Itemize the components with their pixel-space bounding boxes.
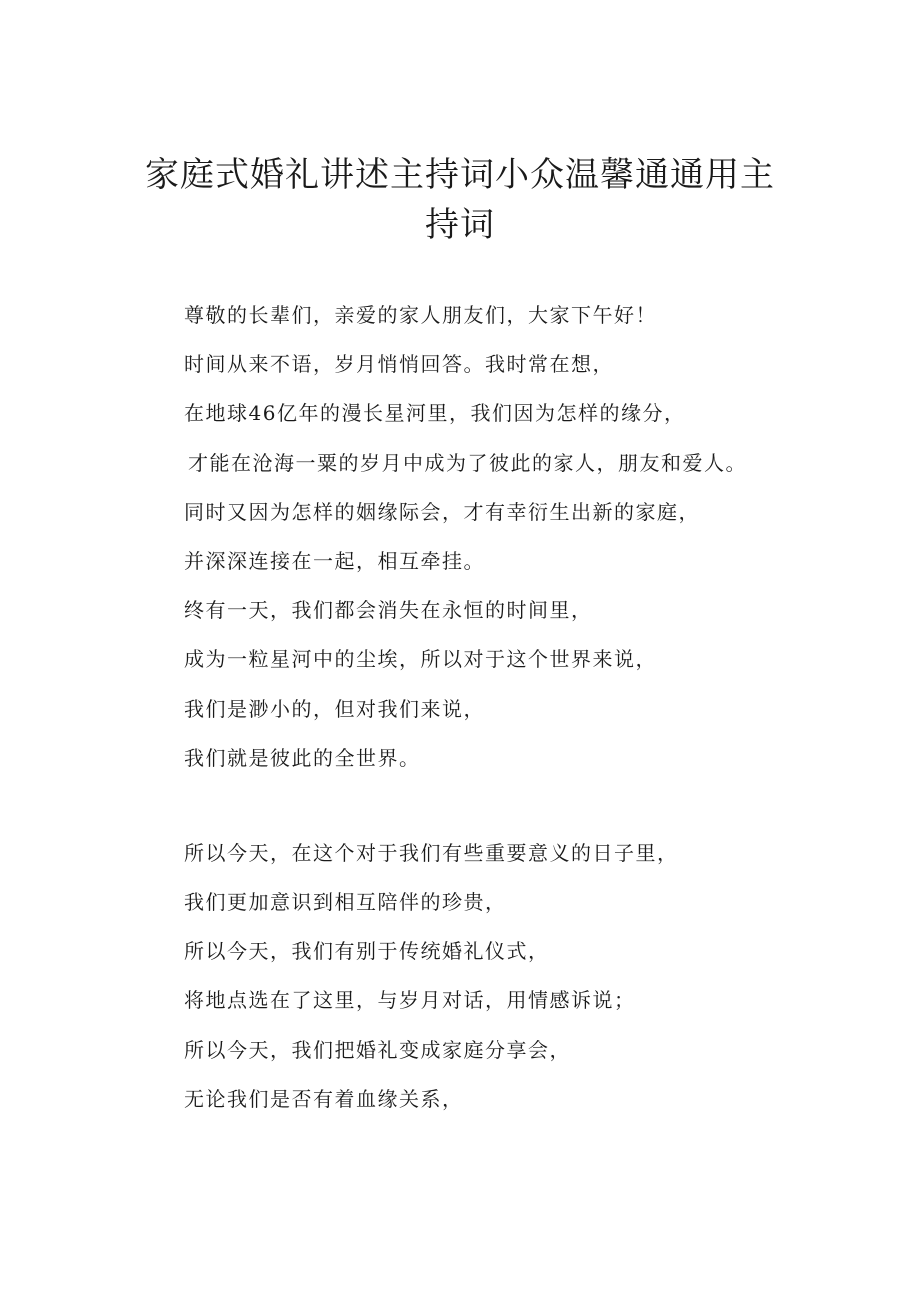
title-line-2: 持词 — [425, 205, 495, 245]
text-line: 所以今天，在这个对于我们有些重要意义的日子里， — [184, 840, 679, 865]
text-line: 所以今天，我们把婚礼变成家庭分享会， — [184, 1037, 571, 1062]
document-body — [184, 291, 824, 1124]
text-line: 在地球46亿年的漫长星河里，我们因为怎样的缘分， — [184, 401, 686, 426]
text-line: 我们就是彼此的全世界。 — [184, 745, 421, 770]
text-line: 终有一天，我们都会消失在永恒的时间里， — [184, 598, 593, 623]
text-line: 将地点选在了这里，与岁月对话，用情感诉说； — [184, 988, 636, 1013]
text-line: 并深深连接在一起，相互牵挂。 — [184, 548, 485, 573]
text-line: 同时又因为怎样的姻缘际会，才有幸衍生出新的家庭， — [184, 499, 700, 524]
title-line-1: 家庭式婚礼讲述主持词小众温馨通通用主 — [145, 155, 775, 195]
text-line: 才能在沧海一粟的岁月中成为了彼此的家人，朋友和爱人。 — [188, 450, 747, 475]
text-line: 尊敬的长辈们，亲爱的家人朋友们，大家下午好！ — [184, 303, 657, 327]
paragraph-spacer — [184, 783, 824, 829]
document-title — [120, 150, 800, 250]
text-line: 无论我们是否有着血缘关系， — [184, 1086, 464, 1111]
text-line: 我们是渺小的，但对我们来说， — [184, 696, 485, 721]
text-line: 成为一粒星河中的尘埃，所以对于这个世界来说， — [184, 647, 657, 672]
text-line: 所以今天，我们有别于传统婚礼仪式， — [184, 939, 550, 964]
text-line: 时间从来不语，岁月悄悄回答。我时常在想， — [184, 352, 614, 377]
text-line: 我们更加意识到相互陪伴的珍贵， — [184, 890, 507, 915]
